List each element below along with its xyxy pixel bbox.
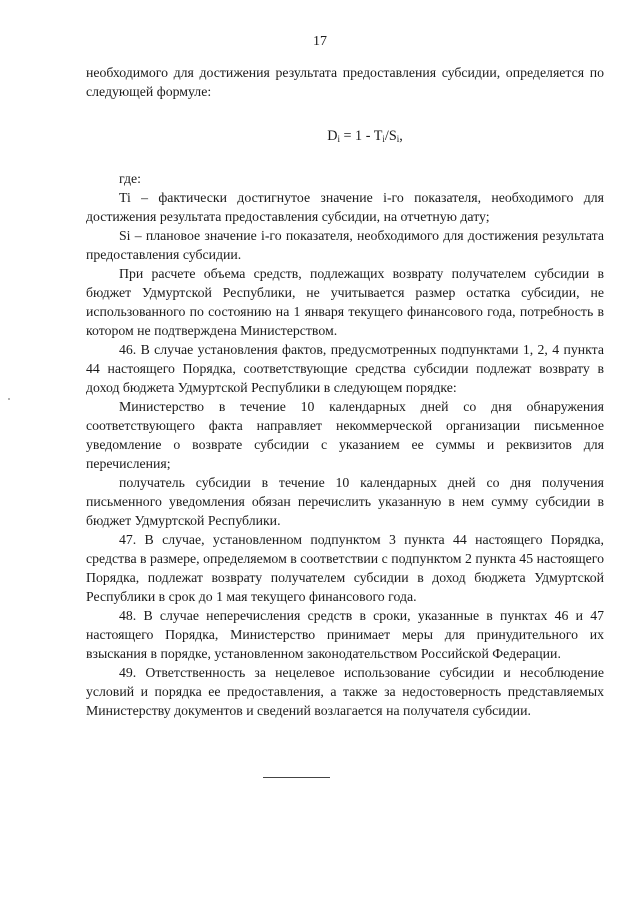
paragraph-48: 48. В случае неперечисления средств в сроки, указанные в пунктах 46 и 47 настоящего Порядка, Министерство принимает меры для принудительного их взыскания в порядке, установленном законодательством Российской Федерации. bbox=[86, 608, 604, 661]
margin-mark bbox=[8, 398, 10, 400]
paragraph-49: 49. Ответственность за нецелевое использование субсидии и несоблюдение условий и порядка ее предоставления, а также за недостоверность представляемых Министерству документов и сведений возлагается на получателя субсидии. bbox=[86, 665, 604, 718]
paragraph-46: 46. В случае установления фактов, предусмотренных подпунктами 1, 2, 4 пункта 44 настоящего Порядка, соответствующие средства субсидии подлежат возврату в доход бюджета Удмуртской Республики в следующем порядке: bbox=[86, 342, 604, 395]
end-rule bbox=[263, 777, 330, 779]
formula-part: = 1 - T bbox=[339, 128, 383, 144]
paragraph-46-ministry: Министерство в течение 10 календарных дней со дня обнаружения соответствующего факта направляет некоммерческой организации письменное уведомление о возврате субсидии с указанием ее суммы и реквизитов для перечисления; bbox=[86, 399, 604, 471]
paragraph-formula-intro: необходимого для достижения результата предоставления субсидии, определяется по следующей формуле: bbox=[86, 65, 604, 99]
paragraph-calculation: При расчете объема средств, подлежащих возврату получателем субсидии в бюджет Удмуртской Республики, не учитывается размер остатка субсидии, не использованного по состоянию на 1 января текущего финансового года, потребность в котором не подтверждена Министерством. bbox=[86, 266, 604, 338]
formula-subscript: i bbox=[337, 134, 340, 144]
page-number: 17 bbox=[313, 34, 327, 49]
paragraph-ti-definition: Ti – фактически достигнутое значение i-го показателя, необходимого для достижения результата предоставления субсидии, на отчетную дату; bbox=[86, 190, 604, 224]
formula-part: /S bbox=[384, 128, 397, 144]
paragraph-46-recipient: получатель субсидии в течение 10 календарных дней со дня получения письменного уведомления обязан перечислить указанную в нем сумму субсидии в бюджет Удмуртской Республики. bbox=[86, 475, 604, 528]
formula bbox=[86, 127, 604, 149]
paragraph-where: где: bbox=[119, 171, 141, 186]
formula-part: D bbox=[327, 128, 338, 144]
paragraph-47: 47. В случае, установленном подпунктом 3 пункта 44 настоящего Порядка, средства в размере, определяемом в соответствии с подпунктом 2 пункта 45 настоящего Порядка, подлежат возврату получателем субсидии в доход бюджета Удмуртской Республики в срок до 1 мая текущего финансового года. bbox=[86, 532, 604, 604]
formula-part: , bbox=[399, 128, 403, 144]
formula-subscript: i bbox=[382, 134, 385, 144]
formula-subscript: i bbox=[396, 134, 400, 144]
document-body bbox=[86, 63, 604, 720]
paragraph-si-definition: Si – плановое значение i-го показателя, необходимого для достижения результата предоставления субсидии. bbox=[86, 228, 604, 262]
